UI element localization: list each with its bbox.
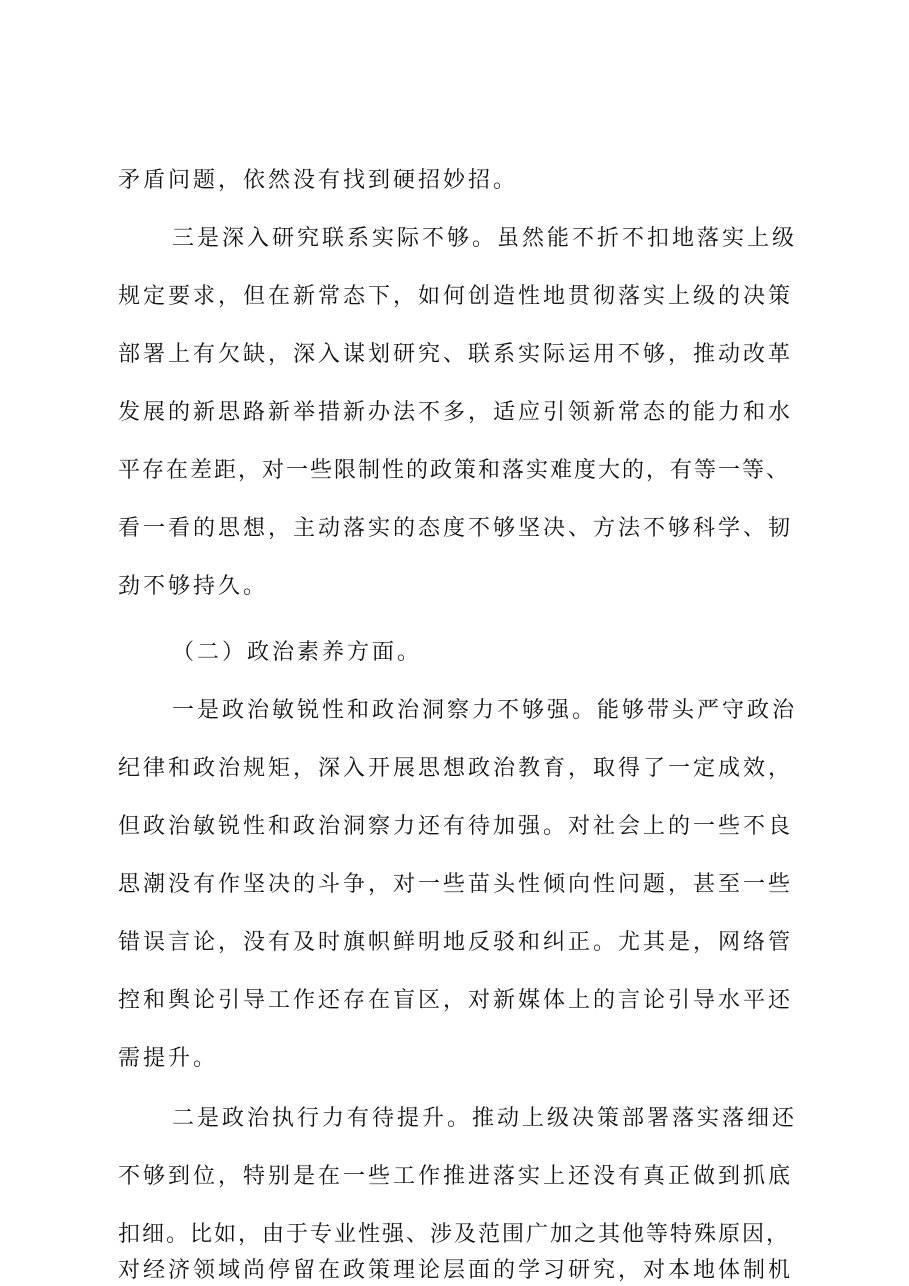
text-line: 平存在差距，对一些限制性的政策和落实难度大的，有等一等、 [118, 458, 791, 483]
text-line: 劲不够持久。 [118, 574, 269, 599]
text-line: 思潮没有作坚决的斗争，对一些苗头性倾向性问题，甚至一些 [118, 872, 794, 897]
text-line: 矛盾问题，依然没有找到硬招妙招。 [118, 168, 519, 193]
text-line: 扣细。比如，由于专业性强、涉及范围广加之其他等特殊原因， [118, 1222, 791, 1247]
paragraph-first-line: 二是政治执行力有待提升。推动上级决策部署落实落细还 [172, 1106, 798, 1131]
text-line: 看一看的思想，主动落实的态度不够坚决、方法不够科学、韧 [118, 516, 794, 541]
text-line: 控和舆论引导工作还存在盲区，对新媒体上的言论引导水平还 [118, 988, 794, 1013]
paragraph-first-line: 三是深入研究联系实际不够。虽然能不折不扣地落实上级 [172, 226, 798, 251]
text-line: 纪律和政治规矩，深入开展思想政治教育，取得了一定成效， [118, 756, 794, 781]
text-line: 错误言论，没有及时旗帜鲜明地反驳和纠正。尤其是，网络管 [118, 930, 794, 955]
section-heading: （二）政治素养方面。 [172, 640, 423, 665]
text-line: 不够到位，特别是在一些工作推进落实上还没有真正做到抓底 [118, 1164, 794, 1189]
text-line: 对经济领域尚停留在政策理论层面的学习研究，对本地体制机 [118, 1258, 794, 1283]
text-line: 需提升。 [118, 1046, 219, 1071]
text-line: 发展的新思路新举措新办法不多，适应引领新常态的能力和水 [118, 400, 794, 425]
text-line: 部署上有欠缺，深入谋划研究、联系实际运用不够，推动改革 [118, 342, 794, 367]
text-line: 但政治敏锐性和政治洞察力还有待加强。对社会上的一些不良 [118, 814, 794, 839]
paragraph-first-line: 一是政治敏锐性和政治洞察力不够强。能够带头严守政治 [172, 698, 798, 723]
text-line: 规定要求，但在新常态下，如何创造性地贯彻落实上级的决策 [118, 284, 794, 309]
